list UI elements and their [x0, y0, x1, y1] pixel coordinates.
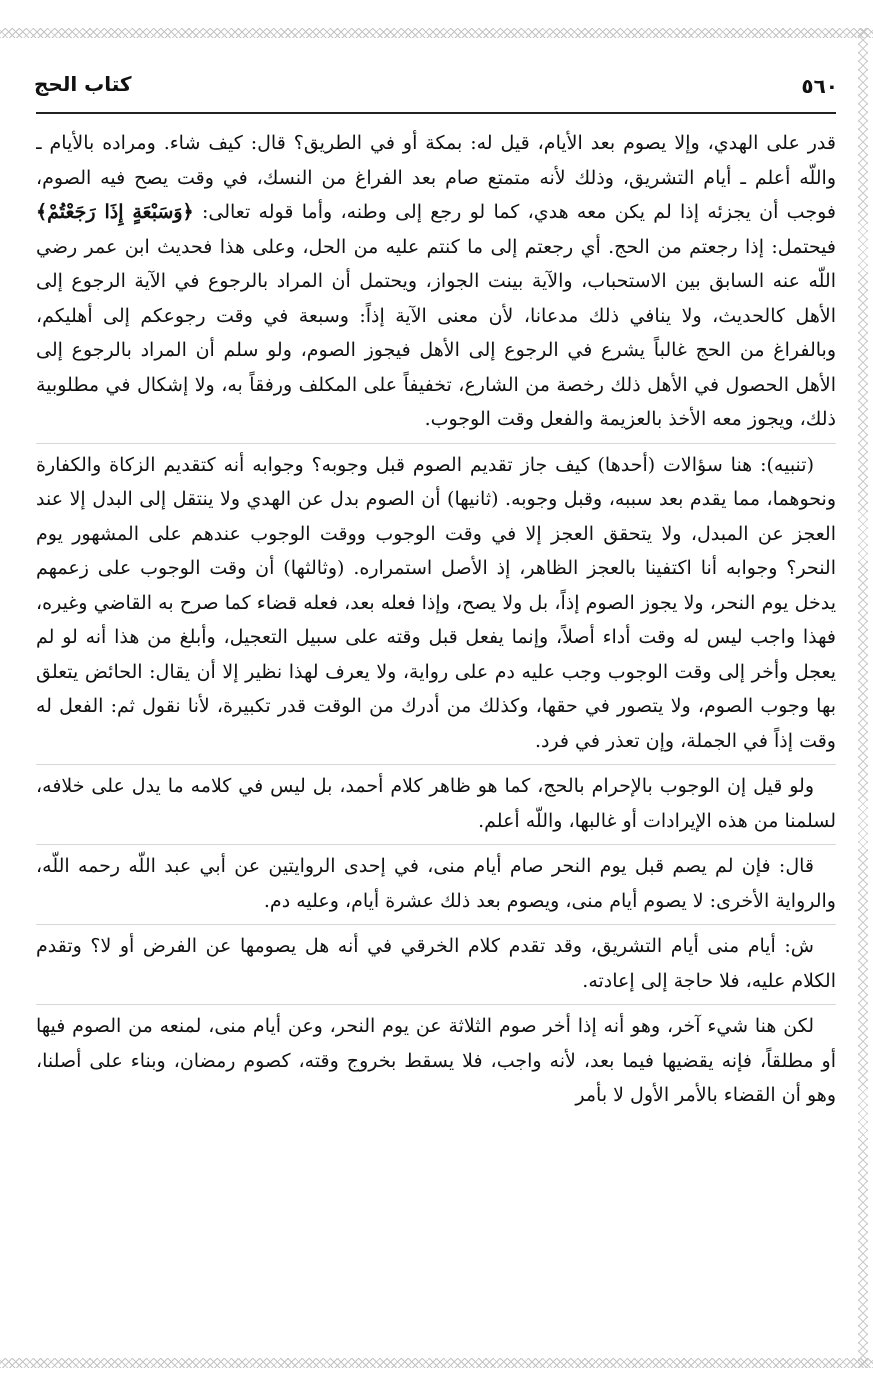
page-number: ٥٦٠ [801, 74, 838, 98]
paragraph-6: لكن هنا شيء آخر، وهو أنه إذا أخر صوم الثلاثة عن يوم النحر، وعن أيام منى، لمنعه من الصوم فيها أو مطلقاً، فإنه يقضيها فيما بعد، لأنه واجب، فلا يسقط بخروج وقته، كصوم رمضان، وبناء على أصلنا، وهو أن القضاء بالأمر الأول لا بأمر [36, 1004, 836, 1113]
page-header [34, 68, 838, 108]
quran-verse: ﴿وَسَبْعَةٍ إِذَا رَجَعْتُمْ﴾ [36, 201, 194, 223]
right-ornamental-border [858, 28, 868, 1368]
paragraph-2: (تنبيه): هنا سؤالات (أحدها) كيف جاز تقديم الصوم قبل وجوبه؟ وجوابه أنه كتقديم الزكاة والكفارة ونحوهما، مما يقدم بعد سببه، وقبل وجوبه. (ثانيها) أن الصوم بدل عن الهدي ولا ينتقل إلى البدل إلا عند العجز عن المبدل، ولا يتحقق العجز إلا في وقت الوجوب ووقت الوجوب عندهم على المشهور يوم النحر؟ وجوابه أنا اكتفينا بالعجز الظاهر، إذ الأصل استمراره. (وثالثها) أن وقت الوجوب على زعمهم يدخل يوم النحر، ولا يجوز الصوم إذاً، بل ولا يصح، وإذا فعله بعد، فعله قضاء كما صرح به القاضي وغيره، فهذا واجب ليس له وقت أداء أصلاً، وإنما يفعل قبل وقته على سبيل التعجيل، وأبلغ من هذا أنه لو لم يعجل وأخر إلى وقت الوجوب وجب عليه دم على رواية، ولا يعرف لهذا نظير إلا أن يقال: الحائض يتعلق بها وجوب الصوم، ولا يتصور في حقها، وكذلك من أدرك من الوقت قدر تكبيرة، لأنا نقول ثم: الفعل له وقت إذاً في الجملة، وإن تعذر في فرد. [36, 443, 836, 759]
top-ornamental-border [0, 28, 873, 38]
book-title: كتاب الحج [34, 72, 132, 96]
bottom-ornamental-border [0, 1358, 873, 1368]
page-body [36, 126, 836, 1354]
paragraph-4: قال: فإن لم يصم قبل يوم النحر صام أيام منى، في إحدى الروايتين عن أبي عبد اللّه رحمه اللّه، والرواية الأخرى: لا يصوم أيام منى، ويصوم بعد ذلك عشرة أيام، وعليه دم. [36, 844, 836, 918]
paragraph-1-text-after: فيحتمل: إذا رجعتم من الحج. أي رجعتم إلى ما كنتم عليه من الحل، وعلى هذا فحديث ابن عمر رضي اللّه عنه السابق بين الاستحباب، والآية بينت الجواز، ويحتمل أن المراد بالرجوع في الآية الرجوع إلى الأهل كالحديث، ولا ينافي ذلك مدعانا، لأن معنى الآية إذاً: وسبعة في وقت رجوعكم إلى أهليكم، وبالفراغ من الحج غالباً يشرع في الرجوع إلى الأهل فيجوز الصوم، ولو سلم أن المراد بالرجوع إلى الأهل الحصول في الأهل ذلك رخصة من الشارع، تخفيفاً على المكلف ورفقاً به، ولا إشكال في مطلوبية ذلك، ويجوز معه الأخذ بالعزيمة والفعل وقت الوجوب. [36, 235, 836, 430]
paragraph-3: ولو قيل إن الوجوب بالإحرام بالحج، كما هو ظاهر كلام أحمد، بل ليس في كلامه ما يدل على خلافه، لسلمنا من هذه الإيرادات أو غالبها، واللّه أعلم. [36, 764, 836, 838]
paragraph-1 [36, 126, 836, 437]
paragraph-1-text-before: قدر على الهدي، وإلا يصوم بعد الأيام، قيل له: بمكة أو في الطريق؟ قال: كيف شاء. ومراده بالأيام ـ واللّه أعلم ـ أيام التشريق، وذلك لأنه متمتع صام بعد الفراغ من النسك، في وقت يصح فيه الصوم، فوجب أن يجزئه إذا لم يكن معه هدي، كما لو رجع إلى وطنه، وأما قوله تعالى: [36, 132, 836, 223]
paragraph-5: ش: أيام منى أيام التشريق، وقد تقدم كلام الخرقي في أنه هل يصومها عن الفرض أو لا؟ وتقدم الكلام عليه، فلا حاجة إلى إعادته. [36, 924, 836, 998]
header-divider [36, 112, 836, 114]
